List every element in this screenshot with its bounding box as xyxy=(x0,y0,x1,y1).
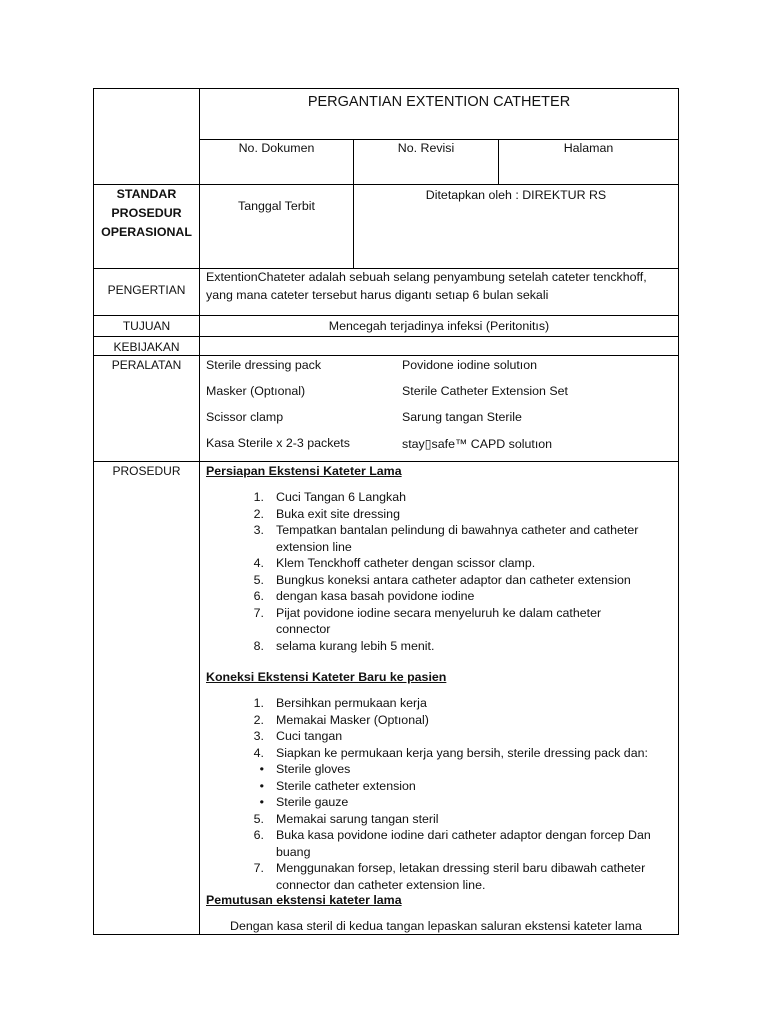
step-text: Sterile catheter extension xyxy=(276,778,416,793)
step-number: 6. xyxy=(253,589,264,603)
step-number: 1. xyxy=(253,696,264,710)
row-divider-docnum xyxy=(93,184,679,185)
peralatan-left-item: Kasa Sterile x 2-3 packets xyxy=(206,436,350,450)
prosedur-label: PROSEDUR xyxy=(112,464,181,478)
peralatan-left-item: Scissor clamp xyxy=(206,410,284,424)
table-border-right xyxy=(678,88,679,935)
peralatan-right-item: Sterile Catheter Extension Set xyxy=(402,384,568,398)
step-text: Buka kasa povidone iodine dari catheter adaptor dengan forcep Dan xyxy=(276,828,651,842)
step-number: 3. xyxy=(253,729,264,743)
doc-number-label: No. Dokumen xyxy=(238,141,315,155)
table-border-bottom xyxy=(93,934,679,935)
step-text: Buka exit site dressing xyxy=(276,506,400,521)
peralatan-left-item: Sterile dressing pack xyxy=(206,358,322,372)
row-divider-pengertian xyxy=(93,315,679,316)
step-text: connector xyxy=(276,622,331,636)
sop-label-line1: STANDAR xyxy=(116,187,177,201)
step-text: Memakai sarung tangan steril xyxy=(276,811,439,826)
step-text: Klem Tenckhoff catheter dengan scissor clamp. xyxy=(276,556,536,570)
row-divider-title xyxy=(199,139,679,140)
section-heading-3: Pemutusan ekstensi kateter lama xyxy=(206,893,402,907)
step-text: Menggunakan forsep, letakan dressing steril baru dibawah catheter xyxy=(276,861,646,875)
row-divider-kebijakan xyxy=(93,355,679,356)
row-divider-tujuan xyxy=(93,336,679,337)
approved-by: Ditetapkan oleh : DIREKTUR RS xyxy=(425,188,607,202)
step-number: 7. xyxy=(253,861,264,875)
pengertian-label: PENGERTIAN xyxy=(107,283,186,297)
column-divider-main xyxy=(199,88,200,935)
step-text: Bungkus koneksi antara catheter adaptor dan catheter extension xyxy=(276,572,631,587)
step-text: Sterile gauze xyxy=(276,795,349,809)
document-title: PERGANTIAN EXTENTION CATHETER xyxy=(307,94,571,110)
step-number: • xyxy=(259,795,264,809)
pengertian-line-1: ExtentionChateter adalah sebuah selang penyambung setelah cateter tenckhoff, xyxy=(206,270,647,284)
step-text: extension line xyxy=(276,539,352,554)
page-label: Halaman xyxy=(563,141,614,155)
section-heading-2: Koneksi Ekstensi Kateter Baru ke pasien xyxy=(206,670,447,684)
peralatan-left-item: Masker (Optıonal) xyxy=(206,384,306,398)
peralatan-right-item: Sarung tangan Sterile xyxy=(402,410,522,424)
step-text: connector dan catheter extension line. xyxy=(276,877,486,892)
table-border-top xyxy=(93,88,679,89)
step-text: Cuci Tangan 6 Langkah xyxy=(276,490,406,504)
step-number: 5. xyxy=(253,811,264,826)
revision-label: No. Revisi xyxy=(397,141,455,155)
step-number: 2. xyxy=(253,712,264,727)
tujuan-label: TUJUAN xyxy=(122,319,171,333)
step-text: Bersihkan permukaan kerja xyxy=(276,696,427,710)
step-number: 3. xyxy=(253,523,264,537)
kebijakan-label: KEBIJAKAN xyxy=(113,340,180,354)
step-number: 6. xyxy=(253,828,264,842)
step-number: 2. xyxy=(253,506,264,521)
section-heading-1: Persiapan Ekstensi Kateter Lama xyxy=(206,464,402,478)
sop-label-line2: PROSEDUR xyxy=(111,206,182,220)
step-number: • xyxy=(259,778,264,793)
peralatan-right-item: stay▯safe™ CAPD solutıon xyxy=(402,437,553,451)
step-text: selama kurang lebih 5 menit. xyxy=(276,638,435,653)
step-number: 1. xyxy=(253,490,264,504)
step-number: 4. xyxy=(253,745,264,760)
step-number: 4. xyxy=(253,556,264,570)
step-number: 7. xyxy=(253,605,264,620)
issue-date-label: Tanggal Terbit xyxy=(238,199,315,213)
step-number: 8. xyxy=(253,638,264,653)
column-divider-2 xyxy=(353,139,354,269)
sop-label-line3: OPERASIONAL xyxy=(101,225,192,239)
step-text: Tempatkan bantalan pelindung di bawahnya catheter and catheter xyxy=(276,523,639,537)
pengertian-line-2: yang mana cateter tersebut harus digantı setıap 6 bulan sekali xyxy=(206,288,549,302)
row-divider-header xyxy=(93,268,679,269)
peralatan-right-item: Povidone iodine solutıon xyxy=(402,358,538,372)
step-number: 5. xyxy=(253,572,264,587)
step-text: Cuci tangan xyxy=(276,729,343,743)
step-text: dengan kasa basah povidone iodine xyxy=(276,589,475,603)
step-text: Sterile gloves xyxy=(276,762,351,776)
step-text: Siapkan ke permukaan kerja yang bersih, sterile dressing pack dan: xyxy=(276,745,648,760)
step-number: • xyxy=(259,762,264,776)
step-text: Memakai Masker (Optıonal) xyxy=(276,712,429,727)
step-text: Pijat povidone iodine secara menyeluruh ke dalam catheter xyxy=(276,605,602,620)
peralatan-label: PERALATAN xyxy=(111,358,182,372)
row-divider-peralatan xyxy=(93,461,679,462)
tujuan-text: Mencegah terjadinya infeksi (Peritonitıs) xyxy=(328,319,550,333)
section-3-text: Dengan kasa steril di kedua tangan lepaskan saluran ekstensi kateter lama xyxy=(230,919,642,933)
step-text: buang xyxy=(276,844,311,859)
